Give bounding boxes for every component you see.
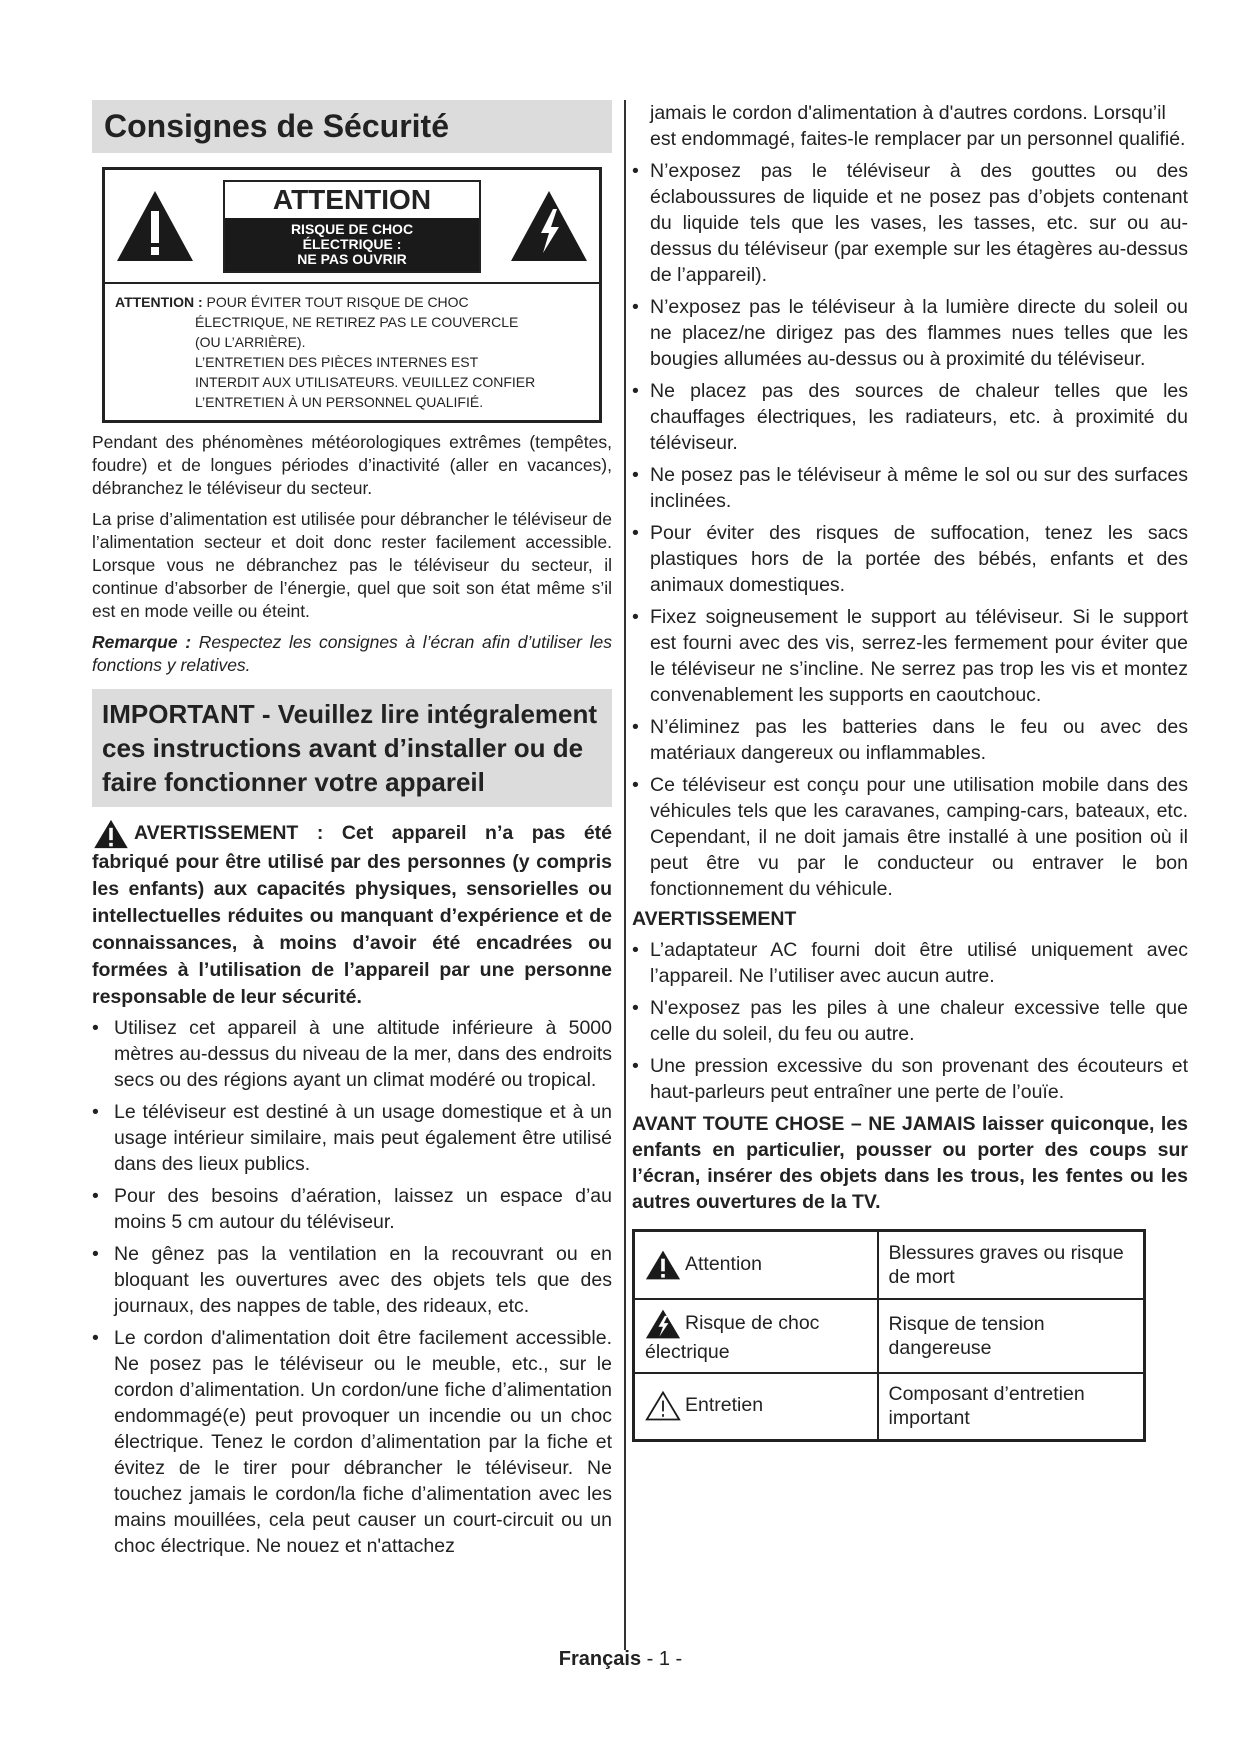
footer-language: Français bbox=[558, 1648, 642, 1670]
page-number: - 1 - bbox=[646, 1648, 683, 1670]
exclamation-warning-icon bbox=[115, 189, 195, 263]
warning-icon bbox=[92, 819, 130, 849]
list-item: • Fixez soigneusement le support au téléviseur. Si le support est fourni avec des vis, serrez-les fermement pour éviter que le téléviseur ne s’incline. Ne serrez pas trop les vis et montez convenablement les supports en caoutchouc. bbox=[632, 604, 1188, 708]
warning-list bbox=[650, 937, 1188, 1105]
symbol-label: Attention bbox=[685, 1252, 762, 1275]
page-footer bbox=[0, 1648, 1241, 1671]
electric-shock-icon bbox=[645, 1308, 681, 1340]
list-item: • Pour des besoins d’aération, laissez un espace d’au moins 5 cm autour du téléviseur. bbox=[92, 1183, 612, 1235]
symbol-label: Risque de choc électrique bbox=[645, 1311, 820, 1363]
remark-text: Respectez les consignes à l’écran afin d’utiliser les fonctions y relatives. bbox=[92, 632, 612, 675]
maintenance-icon bbox=[645, 1390, 681, 1422]
paragraph: La prise d’alimentation est utilisée pour débrancher le téléviseur de l’alimentation secteur et doit donc rester facilement accessible. Lorsque vous ne débranchez pas le téléviseur du secteur, il continue d’absorber de l’énergie, quel que soit son état même s’il est en mode veille ou éteint. bbox=[92, 509, 612, 621]
safety-list bbox=[92, 1015, 612, 1559]
attention-text bbox=[105, 284, 599, 420]
symbol-meaning: Blessures graves ou risque de mort bbox=[878, 1231, 1145, 1299]
list-item: • N’exposez pas le téléviseur à des gouttes ou des éclaboussures de liquide et ne posez pas d’objets contenant du liquide tels que les vases, les tasses, etc. sur ou au-dessus du téléviseur (par exemple sur les étagères au-dessus de l’appareil). bbox=[632, 158, 1188, 288]
list-item: • Pour éviter des risques de suffocation, tenez les sacs plastiques hors de la portée des bébés, enfants et des animaux domestiques. bbox=[632, 520, 1188, 598]
list-item: • Le cordon d'alimentation doit être facilement accessible. Ne posez pas le téléviseur ou le meuble, etc., sur le cordon d’alimentation. Un cordon/une fiche d’alimentation endommagé(e) peut provoquer un incendie ou un choc électrique. Tenez le cordon d’alimentation par la fiche et évitez de le tirer pour débrancher le téléviseur. Ne touchez jamais le cordon/la fiche d’alimentation avec les mains mouillées, cela peut causer un court-circuit ou un choc électrique. Ne nouez et n'attachez bbox=[92, 1325, 612, 1559]
warning-heading: AVERTISSEMENT bbox=[632, 908, 797, 930]
banner-line: NE PAS OUVRIR bbox=[297, 250, 407, 267]
list-item: • Ne gênez pas la ventilation en la recouvrant ou en bloquant les ouvertures avec des objets tels que des journaux, des nappes de table, des rideaux, etc. bbox=[92, 1241, 612, 1319]
attention-heading: ATTENTION bbox=[272, 183, 432, 215]
list-item: • Ce téléviseur est conçu pour une utilisation mobile dans des véhicules tels que les caravanes, camping-cars, bateaux, etc. Cependant, il ne doit jamais être installé à une position où il peut être vu par le conducteur ou entraver le bon fonctionnement du véhicule. bbox=[632, 772, 1188, 902]
table-row bbox=[634, 1231, 1145, 1299]
list-item: • Utilisez cet appareil à une altitude inférieure à 5000 mètres au-dessus du niveau de la mer, dans des endroits secs ou des régions ayant un climat modéré ou tropical. bbox=[92, 1015, 612, 1093]
attention-box bbox=[102, 167, 602, 423]
warning-icon bbox=[645, 1249, 681, 1281]
list-item: • N'exposez pas les piles à une chaleur excessive telle que celle du soleil, du feu ou autre. bbox=[632, 995, 1188, 1047]
table-row bbox=[634, 1299, 1145, 1373]
important-heading: IMPORTANT - Veuillez lire intégralement ces instructions avant d’installer ou de faire fonctionner votre appareil bbox=[92, 689, 612, 807]
attention-line: (OU L’ARRIÈRE). bbox=[195, 334, 306, 350]
page-title: Consignes de Sécurité bbox=[92, 100, 612, 153]
list-item: • Le téléviseur est destiné à un usage domestique et à un usage intérieur similaire, mais peut également être utilisé dans des lieux publics. bbox=[92, 1099, 612, 1177]
attention-line: POUR ÉVITER TOUT RISQUE DE CHOC bbox=[206, 294, 469, 310]
left-column bbox=[92, 100, 612, 1565]
symbol-meaning: Risque de tension dangereuse bbox=[878, 1299, 1145, 1373]
attention-label: ATTENTION : bbox=[115, 294, 203, 310]
attention-line: L’ENTRETIEN À UN PERSONNEL QUALIFIÉ. bbox=[195, 394, 484, 410]
continuation-text: jamais le cordon d'alimentation à d'autres cordons. Lorsqu’il est endommagé, faites-le remplacer par un personnel qualifié. bbox=[650, 102, 1186, 150]
column-divider bbox=[624, 100, 626, 1650]
list-item: • Une pression excessive du son provenant des écouteurs et haut-parleurs peut entraîner une perte de l’ouïe. bbox=[632, 1053, 1188, 1105]
right-column bbox=[632, 100, 1188, 1442]
banner-line: RISQUE DE CHOC bbox=[290, 220, 414, 237]
list-item: • L’adaptateur AC fourni doit être utilisé uniquement avec l’appareil. Ne l’utiliser avec aucun autre. bbox=[632, 937, 1188, 989]
symbol-meaning: Composant d’entretien important bbox=[878, 1373, 1145, 1441]
avant-toute-chose: AVANT TOUTE CHOSE – NE JAMAIS laisser quiconque, les enfants en particulier, pousser ou porter des coups sur l’écran, insérer des objets dans les trous, les fentes ou les autres ouvertures de la TV. bbox=[632, 1113, 1188, 1213]
list-item: • N’exposez pas le téléviseur à la lumière directe du soleil ou ne placez/ne dirigez pas des flammes nues telles que les bougies allumées au-dessus ou à proximité du téléviseur. bbox=[632, 294, 1188, 372]
table-row bbox=[634, 1373, 1145, 1441]
list-item: • Ne posez pas le téléviseur à même le sol ou sur des surfaces inclinées. bbox=[632, 462, 1188, 514]
lightning-warning-icon bbox=[509, 189, 589, 263]
warning-paragraph bbox=[92, 819, 612, 1011]
symbols-table bbox=[632, 1229, 1146, 1442]
list-item: • Ne placez pas des sources de chaleur telles que les chauffages électriques, les radiateurs, etc. à proximité du téléviseur. bbox=[632, 378, 1188, 456]
remark-label: Remarque : bbox=[92, 632, 192, 652]
safety-list bbox=[650, 158, 1188, 902]
warning-text: AVERTISSEMENT : Cet appareil n’a pas été fabriqué pour être utilisé par des personnes (y compris les enfants) aux capacités physiques, sensorielles ou intellectuelles réduites ou manquant d’expérience et de connaissances, à moins d’avoir été encadrées ou formées à l’utilisation de l’appareil par une personne responsable de leur sécurité. bbox=[92, 822, 612, 1008]
attention-line: ÉLECTRIQUE, NE RETIREZ PAS LE COUVERCLE bbox=[195, 314, 519, 330]
attention-line: INTERDIT AUX UTILISATEURS. VEUILLEZ CONFIER bbox=[195, 374, 536, 390]
banner-line: ÉLECTRIQUE : bbox=[302, 235, 402, 252]
attention-banner bbox=[225, 218, 479, 271]
symbol-label: Entretien bbox=[685, 1394, 764, 1417]
remark bbox=[92, 631, 612, 677]
attention-line: L’ENTRETIEN DES PIÈCES INTERNES EST bbox=[195, 354, 479, 370]
list-item: • N’éliminez pas les batteries dans le feu ou avec des matériaux dangereux ou inflammables. bbox=[632, 714, 1188, 766]
paragraph: Pendant des phénomènes météorologiques extrêmes (tempêtes, foudre) et de longues périodes d’inactivité (aller en vacances), débranchez le téléviseur du secteur. bbox=[92, 432, 612, 498]
